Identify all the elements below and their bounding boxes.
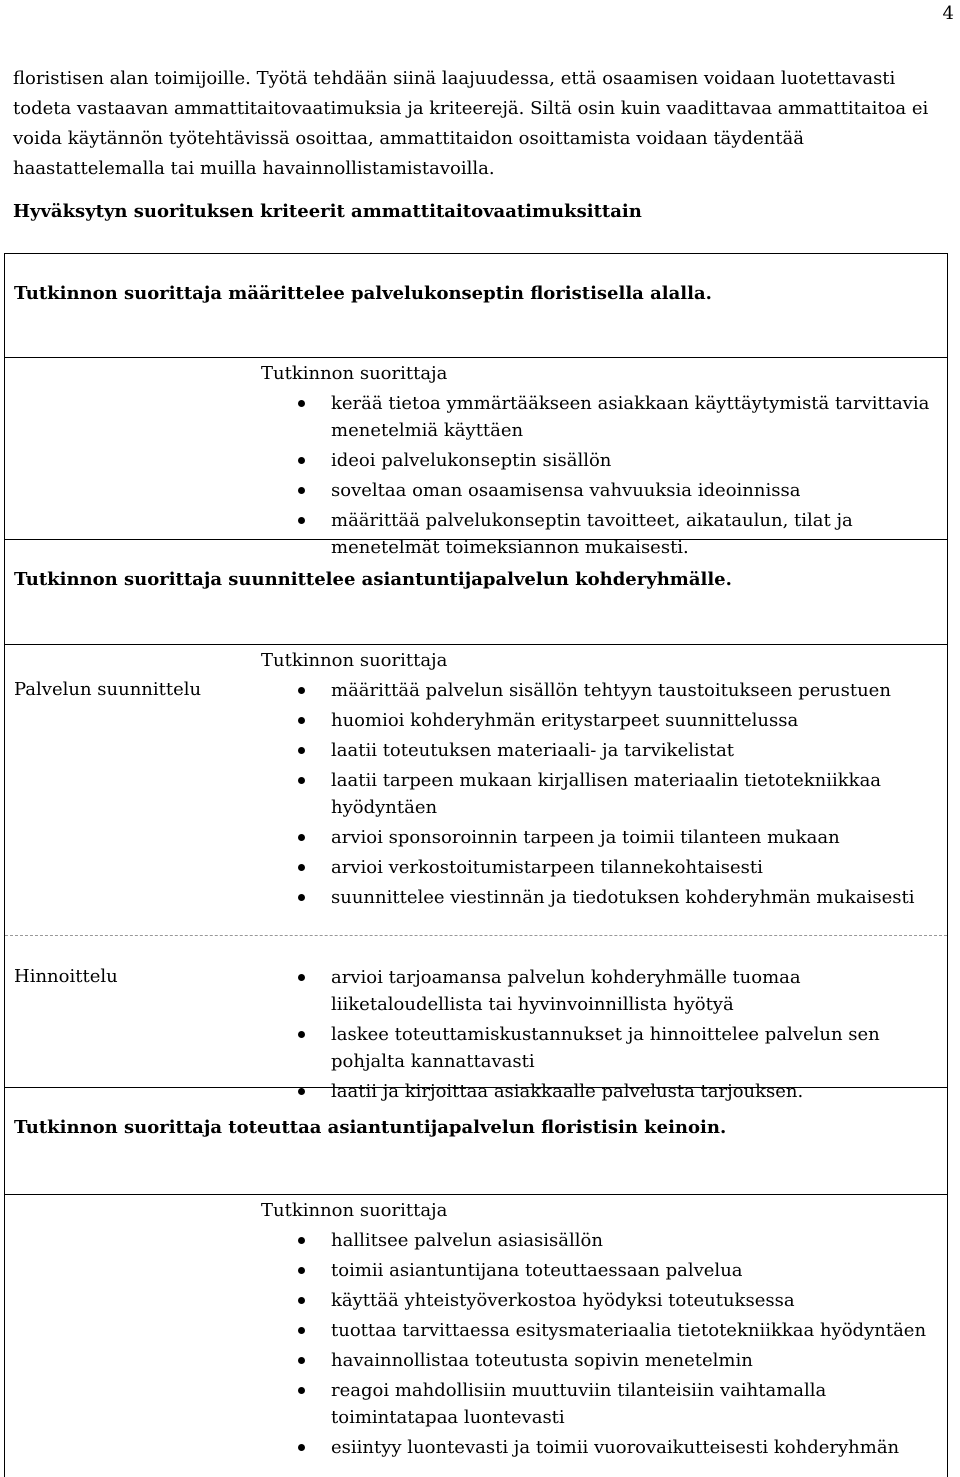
section-heading	[5, 254, 948, 358]
list-item: laskee toteuttamiskustannukset ja hinnoittelee palvelun sen pohjalta kannattavasti	[261, 1021, 947, 1075]
requirements-table-2	[4, 539, 948, 1112]
list-item: soveltaa oman osaamisensa vahvuuksia ideoinnissa	[261, 477, 947, 504]
criteria-cell	[5, 1195, 948, 1477]
page-number: 4	[943, 0, 954, 28]
criteria-row	[5, 936, 948, 1113]
criteria-cell	[5, 936, 947, 1105]
criteria-list	[261, 677, 947, 911]
list-item: laatii ja kirjoittaa asiakkaalle palvelusta tarjouksen.	[261, 1078, 947, 1105]
section-heading-text: Tutkinnon suorittaja suunnittelee asiantuntijapalvelun kohderyhmälle.	[14, 569, 732, 590]
list-item: huomioi kohderyhmän eritystarpeet suunnittelussa	[261, 707, 947, 734]
requirements-table-1	[4, 253, 948, 566]
criteria-cell	[5, 358, 948, 567]
list-item: hallitsee palvelun asiasisällön	[261, 1227, 947, 1254]
section-heading-text: Tutkinnon suorittaja toteuttaa asiantuntijapalvelun floristisin keinoin.	[14, 1117, 726, 1138]
list-item: reagoi mahdollisiin muuttuviin tilanteisiin vaihtamalla toimintatapaa luontevasti	[261, 1377, 947, 1431]
requirements-table-3	[4, 1087, 948, 1477]
list-item: suunnittelee viestinnän ja tiedotuksen kohderyhmän mukaisesti	[261, 884, 947, 911]
list-item: laatii toteutuksen materiaali- ja tarvikelistat	[261, 737, 947, 764]
list-item: havainnollistaa toteutusta sopivin menetelmin	[261, 1347, 947, 1374]
criteria-list	[261, 390, 947, 561]
section-heading	[5, 1088, 948, 1195]
list-item: esiintyy luontevasti ja toimii vuorovaikutteisesti kohderyhmän	[261, 1434, 947, 1461]
intro-paragraph: floristisen alan toimijoille. Työtä tehdään siinä laajuudessa, että osaamisen voidaan luotettavasti todeta vastaavan ammattitaitovaatimuksia ja kriteerejä. Siltä osin kuin vaadittavaa ammattitaitoa ei voida käytännön työtehtävissä osoittaa, ammattitaidon osoittamista voidaan täydentää haastattelemalla tai muilla havainnollistamistavoilla.	[13, 64, 948, 184]
criteria-subheading: Tutkinnon suorittaja	[261, 360, 947, 388]
row-label: Palvelun suunnittelu	[14, 675, 201, 705]
list-item: kerää tietoa ymmärtääkseen asiakkaan käyttäytymistä tarvittavia menetelmiä käyttäen	[261, 390, 947, 444]
section-heading-text: Tutkinnon suorittaja määrittelee palvelukonseptin floristisella alalla.	[14, 283, 712, 304]
list-item: käyttää yhteistyöverkostoa hyödyksi toteutuksessa	[261, 1287, 947, 1314]
criteria-list	[261, 964, 947, 1105]
list-item: määrittää palvelukonseptin tavoitteet, aikataulun, tilat ja menetelmät toimeksiannon mukaisesti.	[261, 507, 947, 561]
list-item: arvioi sponsoroinnin tarpeen ja toimii tilanteen mukaan	[261, 824, 947, 851]
list-item: arvioi verkostoitumistarpeen tilannekohtaisesti	[261, 854, 947, 881]
section-heading	[5, 540, 948, 645]
row-label: Hinnoittelu	[14, 962, 118, 992]
criteria-subheading: Tutkinnon suorittaja	[261, 647, 947, 675]
list-item: laatii tarpeen mukaan kirjallisen materiaalin tietotekniikkaa hyödyntäen	[261, 767, 947, 821]
list-item: määrittää palvelun sisällön tehtyyn taustoitukseen perustuen	[261, 677, 947, 704]
list-item: arvioi tarjoamansa palvelun kohderyhmälle tuomaa liiketaloudellista tai hyvinvoinnillista hyötyä	[261, 964, 947, 1018]
list-item: toimii asiantuntijana toteuttaessaan palvelua	[261, 1257, 947, 1284]
criteria-subheading: Tutkinnon suorittaja	[261, 1197, 947, 1225]
criteria-list	[261, 1227, 947, 1461]
list-item: ideoi palvelukonseptin sisällön	[261, 447, 947, 474]
criteria-row	[5, 645, 948, 936]
list-item: tuottaa tarvittaessa esitysmateriaalia tietotekniikkaa hyödyntäen	[261, 1317, 947, 1344]
criteria-heading: Hyväksytyn suorituksen kriteerit ammattitaitovaatimuksittain	[13, 197, 642, 227]
